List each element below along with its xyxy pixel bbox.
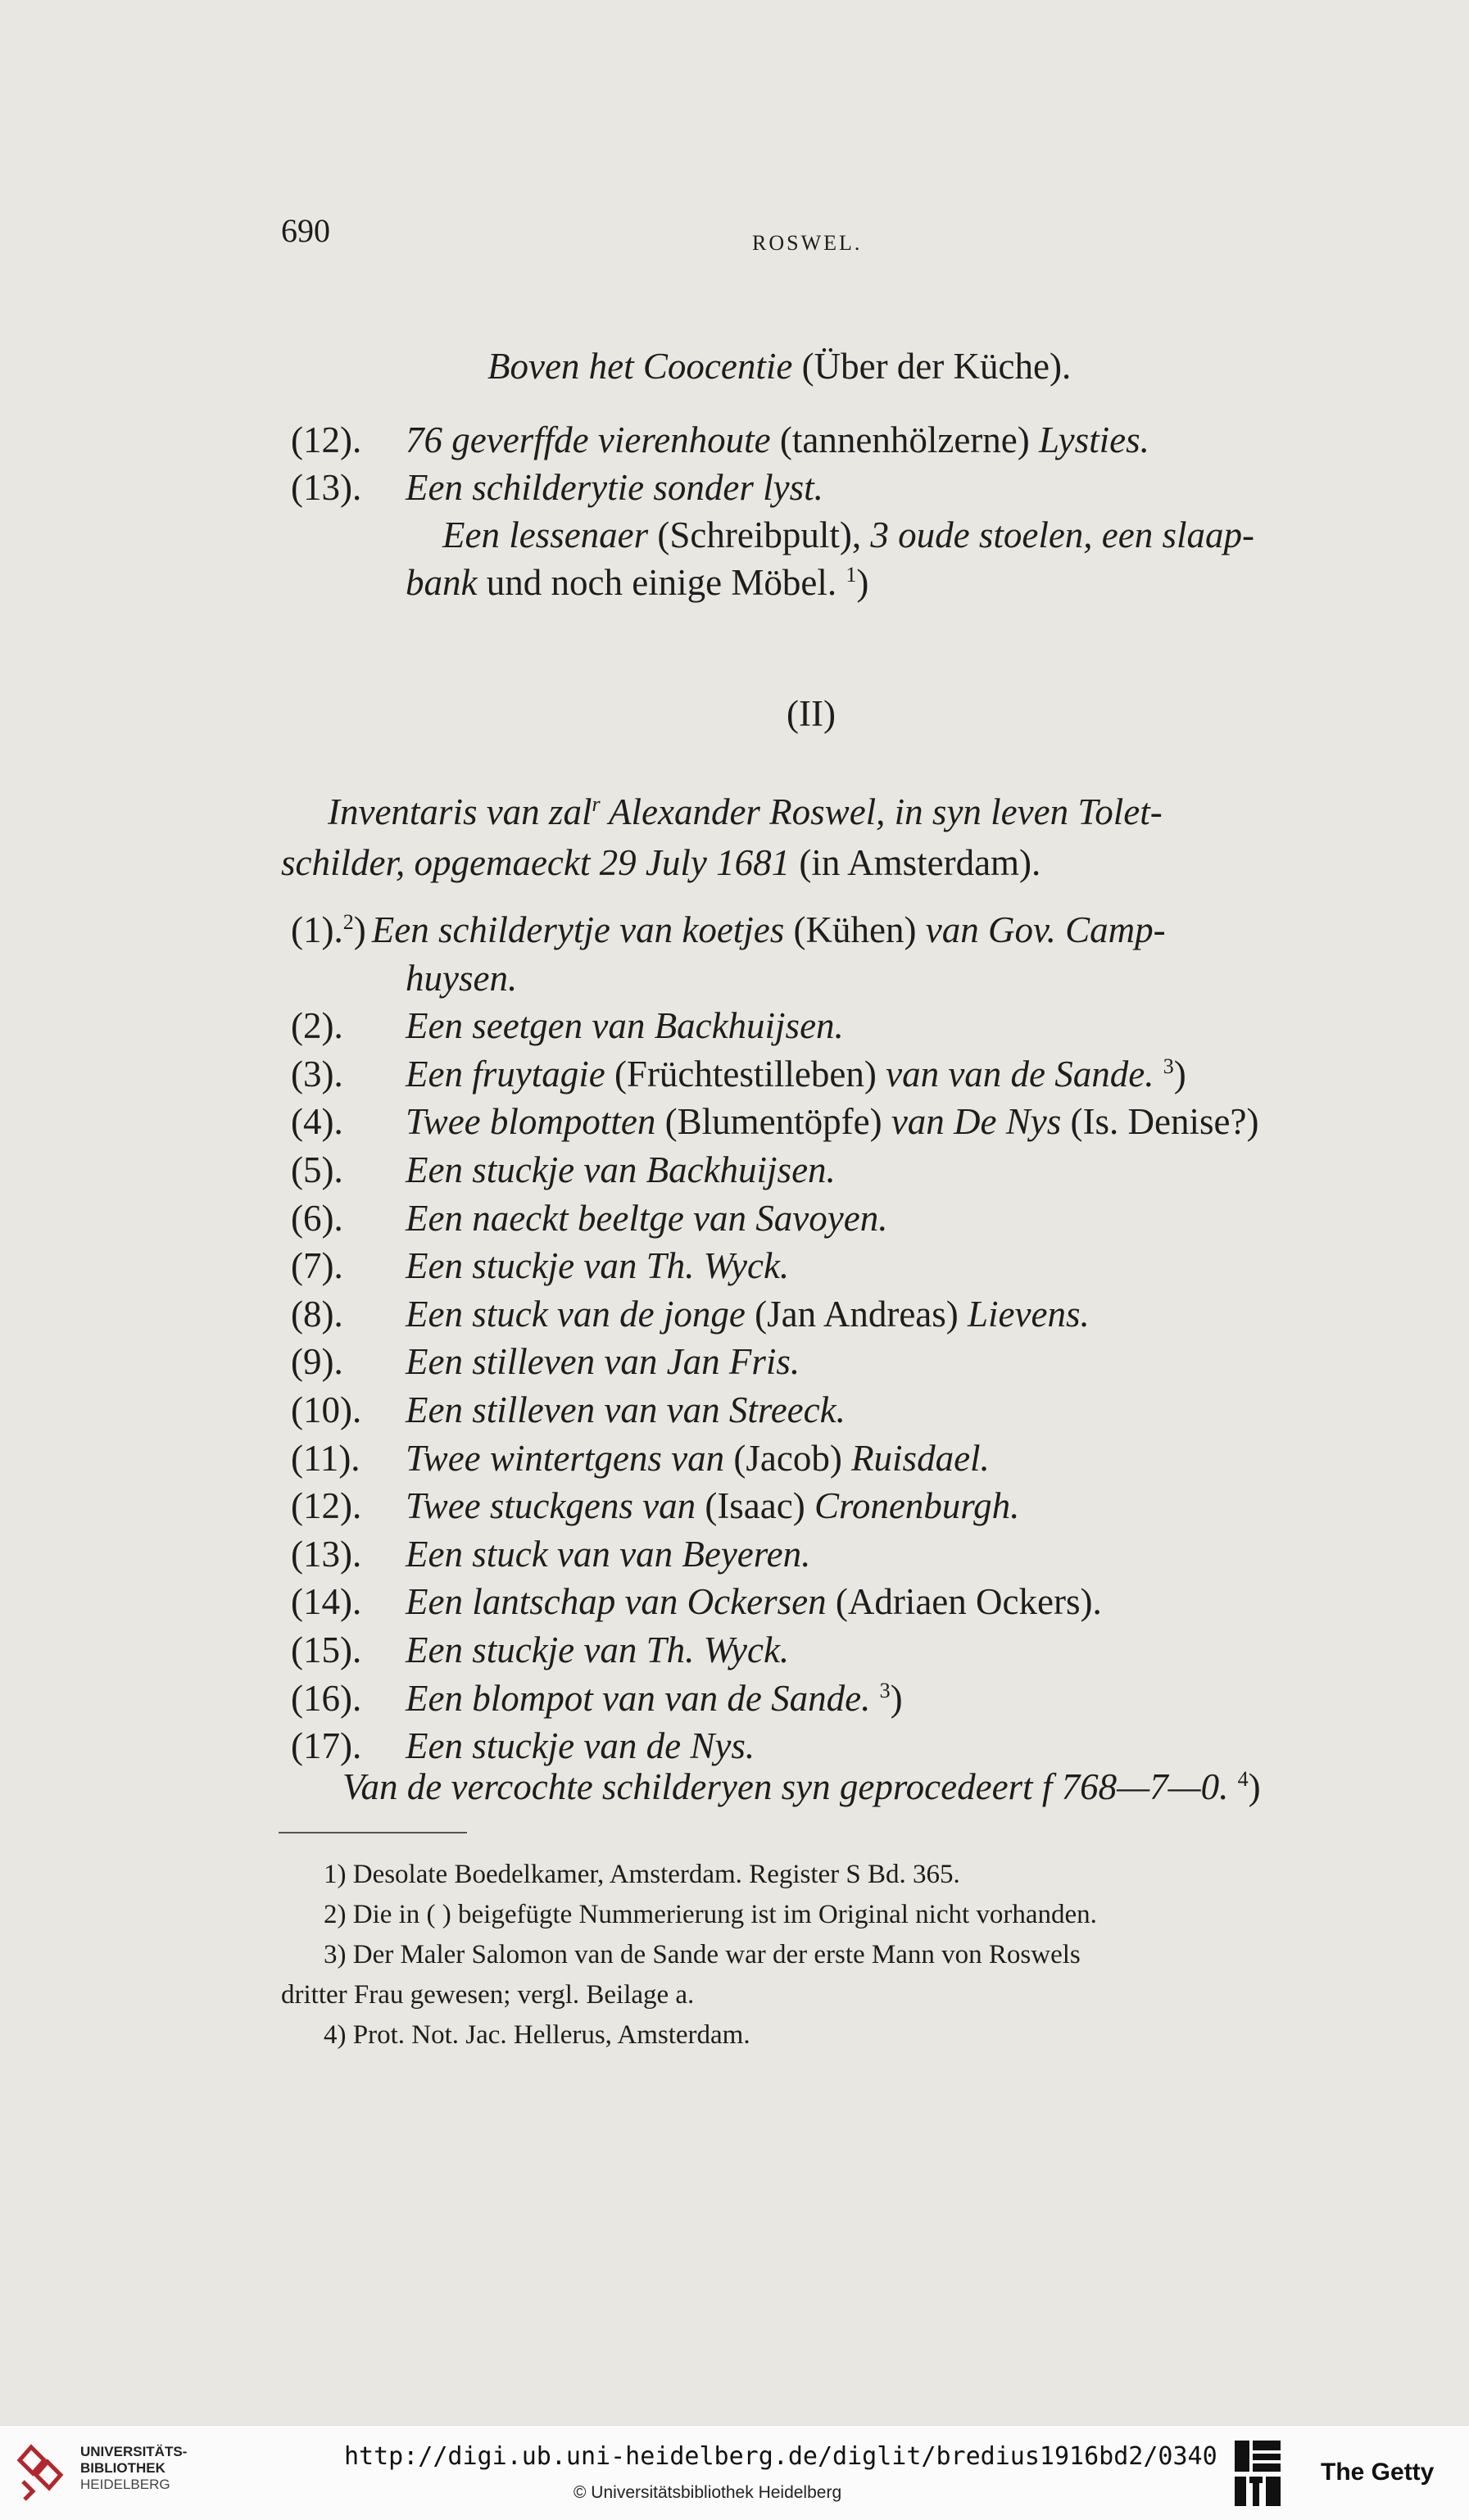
list-item: (11). Twee wintertgens van (Jacob) Ruisdael.	[291, 1438, 990, 1479]
footnote-divider	[279, 1832, 467, 1833]
inventory-title-line2: schilder, opgemaeckt 29 July 1681 (in Amsterdam).	[281, 842, 1041, 883]
list-item: (16). Een blompot van van de Sande. $^3$)	[291, 1678, 903, 1719]
footnote-3-cont: dritter Frau gewesen; vergl. Beilage a.	[281, 1980, 695, 2010]
list-item: (13). Een schilderytie sonder lyst.	[291, 467, 823, 508]
list-item: (4). Twee blompotten (Blumentöpfe) van De Nys (Is. Denise?)	[291, 1101, 1259, 1142]
list-item: (3). Een fruytagie (Früchtestilleben) van van de Sande. $^3$)	[291, 1054, 1186, 1095]
footnote-2: 2) Die in ( ) beigefügte Nummerierung ist im Original nicht vorhanden.	[324, 1900, 1097, 1929]
list-item: (2). Een seetgen van Backhuijsen.	[291, 1005, 844, 1046]
getty-logo-icon	[1233, 2437, 1282, 2509]
list-item: (7). Een stuckje van Th. Wyck.	[291, 1245, 790, 1286]
inventory-title-line1: Inventaris van zal$^r$ Alexander Roswel, in syn leven Tolet-	[328, 791, 1163, 832]
closing-sentence: Van de vercochte schilderyen syn geprocedeert f 768—7—0. $^4$)	[342, 1766, 1261, 1807]
copyright-notice: © Universitätsbibliothek Heidelberg	[574, 2483, 842, 2502]
list-item: (14). Een lantschap van Ockersen (Adriaen Ockers).	[291, 1581, 1102, 1622]
list-item: (15). Een stuckje van Th. Wyck.	[291, 1629, 790, 1670]
list-item: (5). Een stuckje van Backhuijsen.	[291, 1149, 836, 1190]
list-item: (6). Een naeckt beeltge van Savoyen.	[291, 1198, 888, 1239]
section-numeral: (II)	[787, 693, 836, 734]
running-title: ROSWEL.	[752, 231, 863, 255]
list-item: (17). Een stuckje van de Nys.	[291, 1725, 755, 1766]
footnote-4: 4) Prot. Not. Jac. Hellerus, Amsterdam.	[324, 2020, 750, 2050]
list-item: bank und noch einige Möbel. $^1$)	[406, 562, 869, 603]
list-item: (10). Een stilleven van van Streeck.	[291, 1389, 846, 1430]
list-item: (12). 76 geverffde vierenhoute (tannenhölzerne) Lysties.	[291, 419, 1149, 460]
permalink-url[interactable]: http://digi.ub.uni-heidelberg.de/diglit/bredius1916bd2/0340	[344, 2442, 1217, 2471]
list-item: Een lessenaer (Schreibpult), 3 oude stoelen, een slaap-	[442, 514, 1254, 555]
library-name: UNIVERSITÄTS- BIBLIOTHEK HEIDELBERG	[80, 2444, 188, 2492]
viewer-footer	[0, 2425, 1469, 2520]
footnote-3: 3) Der Maler Salomon van de Sande war der erste Mann von Roswels	[324, 1940, 1081, 1969]
list-item: (1).$^2$) Een schilderytje van koetjes (Kühen) van Gov. Camp-	[291, 909, 1166, 950]
list-item: huysen.	[406, 958, 518, 999]
list-item: (8). Een stuck van de jonge (Jan Andreas) Lievens.	[291, 1294, 1090, 1335]
list-item: (13). Een stuck van van Beyeren.	[291, 1534, 811, 1575]
getty-label: The Getty	[1321, 2459, 1435, 2486]
list-item: (9). Een stilleven van Jan Fris.	[291, 1341, 800, 1382]
university-library-logo-icon	[16, 2442, 67, 2501]
page-number: 690	[281, 212, 330, 249]
section-heading: Boven het Coocentie (Über der Küche).	[487, 346, 1072, 387]
list-item: (12). Twee stuckgens van (Isaac) Cronenburgh.	[291, 1485, 1020, 1526]
footnote-1: 1) Desolate Boedelkamer, Amsterdam. Register S Bd. 365.	[324, 1860, 960, 1889]
